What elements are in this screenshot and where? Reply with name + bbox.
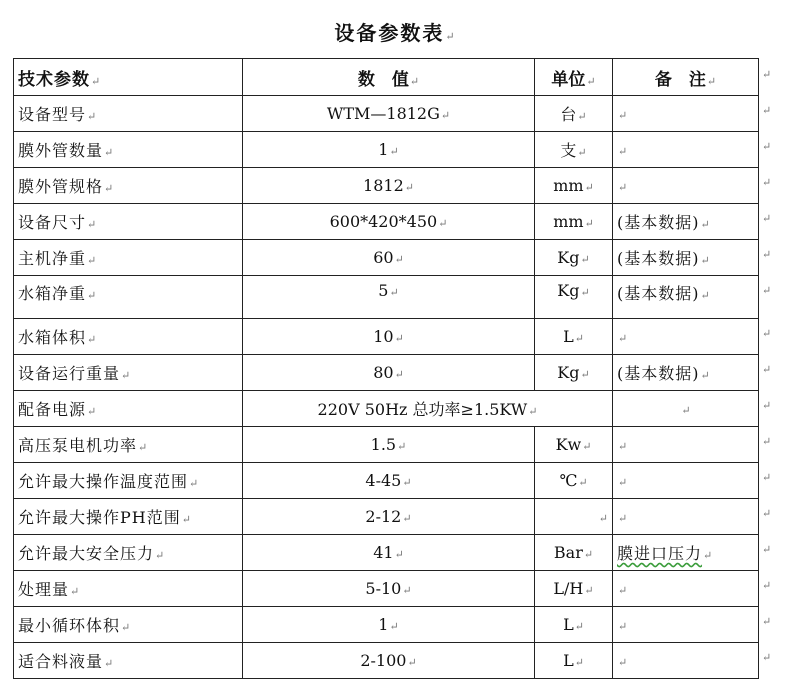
row-end-mark: ↵: [762, 248, 772, 261]
table-row: [14, 96, 759, 132]
row-unit: Kw↵: [535, 427, 613, 463]
row-note: ↵: [613, 499, 759, 535]
row-item: 配备电源↵: [14, 391, 243, 427]
table-row: [14, 391, 759, 427]
row-value: 1↵: [243, 607, 535, 643]
row-note: ↵: [613, 463, 759, 499]
table-row: [14, 607, 759, 643]
row-item: 膜外管数量↵: [14, 132, 243, 168]
table-row: [14, 427, 759, 463]
table-row: [14, 571, 759, 607]
row-item: 高压泵电机功率↵: [14, 427, 243, 463]
row-unit: mm↵: [535, 204, 613, 240]
row-end-mark: ↵: [762, 651, 772, 664]
table-row: [14, 355, 759, 391]
row-value: 41↵: [243, 535, 535, 571]
page-title: [0, 17, 791, 46]
row-item: 适合料液量↵: [14, 643, 243, 679]
row-end-mark: ↵: [762, 399, 772, 412]
row-value: 1812↵: [243, 168, 535, 204]
row-item: 设备运行重量↵: [14, 355, 243, 391]
paragraph-mark: ↵: [445, 30, 457, 43]
row-note: ↵: [613, 571, 759, 607]
row-end-mark: ↵: [762, 327, 772, 340]
title-text: 设备参数表: [334, 21, 445, 45]
row-value: 1.5↵: [243, 427, 535, 463]
row-end-mark: ↵: [762, 615, 772, 628]
row-item: 最小循环体积↵: [14, 607, 243, 643]
table-header-row: [14, 59, 759, 96]
table-row: [14, 499, 759, 535]
row-note: ↵: [613, 427, 759, 463]
table-row: [14, 643, 759, 679]
row-value: 10↵: [243, 319, 535, 355]
header-unit: 单位↵: [535, 59, 613, 96]
row-unit: Kg↵: [535, 355, 613, 391]
row-end-mark: ↵: [762, 579, 772, 592]
row-end-mark: ↵: [762, 507, 772, 520]
table-row: [14, 204, 759, 240]
row-end-mark: ↵: [762, 212, 772, 225]
row-unit: L↵: [535, 607, 613, 643]
row-item: 允许最大安全压力↵: [14, 535, 243, 571]
header-item: 技术参数↵: [14, 59, 243, 96]
row-value: WTM—1812G↵: [243, 96, 535, 132]
row-value: 1↵: [243, 132, 535, 168]
row-value-merged: 220V 50Hz 总功率≥1.5KW↵: [243, 391, 613, 427]
row-unit: mm↵: [535, 168, 613, 204]
row-item: 允许最大操作PH范围↵: [14, 499, 243, 535]
row-end-mark: ↵: [762, 176, 772, 189]
row-value: 2-100↵: [243, 643, 535, 679]
table-row: [14, 132, 759, 168]
row-unit: L↵: [535, 319, 613, 355]
row-item: 膜外管规格↵: [14, 168, 243, 204]
row-item: 设备型号↵: [14, 96, 243, 132]
row-value: 5↵: [243, 276, 535, 319]
row-unit: Kg↵: [535, 240, 613, 276]
table-row: [14, 463, 759, 499]
table-row: [14, 276, 759, 319]
row-unit: Bar↵: [535, 535, 613, 571]
row-note: ↵: [613, 391, 759, 427]
row-note: (基本数据)↵: [613, 240, 759, 276]
row-item: 主机净重↵: [14, 240, 243, 276]
row-note: ↵: [613, 168, 759, 204]
header-note: 备 注↵: [613, 59, 759, 96]
row-unit: 台↵: [535, 96, 613, 132]
row-unit: L↵: [535, 643, 613, 679]
row-value: 5-10↵: [243, 571, 535, 607]
row-end-mark: ↵: [762, 471, 772, 484]
row-item: 水箱净重↵: [14, 276, 243, 319]
row-note: ↵: [613, 319, 759, 355]
table-row: [14, 535, 759, 571]
row-end-mark: ↵: [762, 363, 772, 376]
row-end-mark: ↵: [762, 104, 772, 117]
row-end-mark: ↵: [762, 68, 772, 81]
row-note: 膜进口压力↵: [613, 535, 759, 571]
row-item: 水箱体积↵: [14, 319, 243, 355]
row-note: ↵: [613, 643, 759, 679]
row-end-mark: ↵: [762, 140, 772, 153]
table-row: [14, 319, 759, 355]
row-note: ↵: [613, 607, 759, 643]
spec-table: [13, 58, 759, 679]
row-end-mark: ↵: [762, 435, 772, 448]
row-unit: Kg↵: [535, 276, 613, 319]
row-value: 4-45↵: [243, 463, 535, 499]
row-item: 处理量↵: [14, 571, 243, 607]
row-end-mark: ↵: [762, 284, 772, 297]
row-item: 设备尺寸↵: [14, 204, 243, 240]
row-value: 60↵: [243, 240, 535, 276]
row-unit: 支↵: [535, 132, 613, 168]
row-value: 80↵: [243, 355, 535, 391]
row-unit: ↵: [535, 499, 613, 535]
table-row: [14, 240, 759, 276]
row-note: (基本数据)↵: [613, 204, 759, 240]
row-value: 600*420*450↵: [243, 204, 535, 240]
row-note: ↵: [613, 132, 759, 168]
table-row: [14, 168, 759, 204]
row-unit: L/H↵: [535, 571, 613, 607]
row-unit: ℃↵: [535, 463, 613, 499]
row-item: 允许最大操作温度范围↵: [14, 463, 243, 499]
row-note: ↵: [613, 96, 759, 132]
header-value: 数 值↵: [243, 59, 535, 96]
row-note: (基本数据)↵: [613, 276, 759, 319]
row-end-mark: ↵: [762, 543, 772, 556]
row-value: 2-12↵: [243, 499, 535, 535]
row-note: (基本数据)↵: [613, 355, 759, 391]
